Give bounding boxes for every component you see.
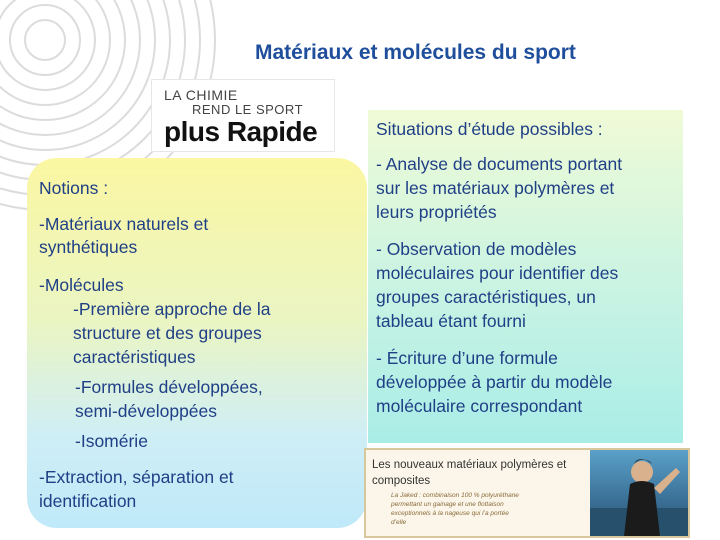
notions-line: -Molécules <box>39 275 124 295</box>
notions-line: identification <box>39 491 137 511</box>
situations-line: groupes caractéristiques, un <box>376 287 596 307</box>
image-caption-line: permettant un gainage et une flottaison <box>391 501 504 508</box>
image-caption-line: La Jaked : combinaison 100 % polyuréthane <box>391 492 519 499</box>
situations-line: - Observation de modèles <box>376 239 577 259</box>
situations-line: moléculaires pour identifier des <box>376 263 619 283</box>
situations-panel <box>368 110 683 443</box>
notions-line: caractéristiques <box>73 347 196 367</box>
situations-line: développée à partir du modèle <box>376 372 613 392</box>
notions-line: semi-développées <box>75 401 218 421</box>
situations-line: sur les matériaux polymères et <box>376 178 615 198</box>
situations-heading: Situations d’étude possibles : <box>376 119 603 139</box>
image-caption-line: exceptionnels à la nageuse qui l’a portée <box>391 510 509 517</box>
situations-line: - Analyse de documents portant <box>376 154 623 174</box>
polymer-materials-image <box>364 448 690 538</box>
notions-panel <box>27 158 367 528</box>
image-title-line-1: Les nouveaux matériaux polymères et <box>372 459 567 471</box>
notions-heading: Notions : <box>39 178 109 198</box>
notions-line: -Isomérie <box>75 431 148 451</box>
notions-line: -Première approche de la <box>73 299 271 319</box>
notions-line: synthétiques <box>39 237 138 257</box>
slide-title: Matériaux et molécules du sport <box>255 41 576 64</box>
logo-line-3: plus Rapide <box>164 116 318 147</box>
logo-line-1: LA CHIMIE <box>164 87 238 103</box>
logo-line-2: REND LE SPORT <box>192 102 304 117</box>
situations-line: moléculaire correspondant <box>376 396 583 416</box>
notions-line: -Extraction, séparation et <box>39 467 234 487</box>
image-caption-line: d’elle <box>391 519 407 526</box>
notions-line: -Formules développées, <box>75 377 263 397</box>
chemistry-sport-logo <box>151 79 335 152</box>
notions-line: structure et des groupes <box>73 323 262 343</box>
swimmer-photo <box>590 450 688 536</box>
situations-line: - Écriture d’une formule <box>376 348 558 368</box>
notions-line: -Matériaux naturels et <box>39 214 209 234</box>
situations-line: leurs propriétés <box>376 202 497 222</box>
swimmer-icon <box>590 450 688 536</box>
image-title-line-2: composites <box>372 475 431 487</box>
situations-line: tableau étant fourni <box>376 311 526 331</box>
